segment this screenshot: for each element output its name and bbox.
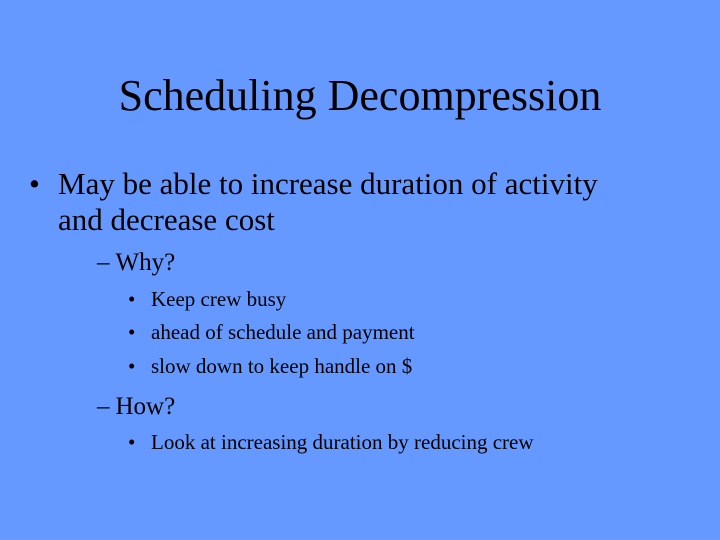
how-subheading xyxy=(97,392,175,422)
how-item xyxy=(128,429,534,455)
why-item xyxy=(128,286,287,312)
main-bullet-line-1: May be able to increase duration of activity xyxy=(58,166,598,201)
slide-title: Scheduling Decompression xyxy=(118,71,602,120)
why-item xyxy=(128,319,415,345)
dash-icon: – xyxy=(97,393,110,420)
why-item-label: slow down to keep handle on $ xyxy=(151,354,413,378)
why-item-label: Keep crew busy xyxy=(151,287,287,311)
bullet-icon: • xyxy=(128,320,136,344)
why-item-label: ahead of schedule and payment xyxy=(151,320,415,344)
how-label: How? xyxy=(115,393,176,420)
bullet-icon: • xyxy=(29,166,40,201)
main-bullet-continuation xyxy=(58,202,678,238)
main-bullet xyxy=(29,166,678,202)
why-label: Why? xyxy=(115,249,176,276)
main-bullet-line-2: and decrease cost xyxy=(58,202,275,237)
dash-icon: – xyxy=(97,249,110,276)
how-item-label: Look at increasing duration by reducing crew xyxy=(151,430,534,454)
bullet-icon: • xyxy=(128,287,136,311)
bullet-icon: • xyxy=(128,430,136,454)
bullet-icon: • xyxy=(128,354,136,378)
why-subheading xyxy=(97,248,175,278)
why-item xyxy=(128,353,413,379)
